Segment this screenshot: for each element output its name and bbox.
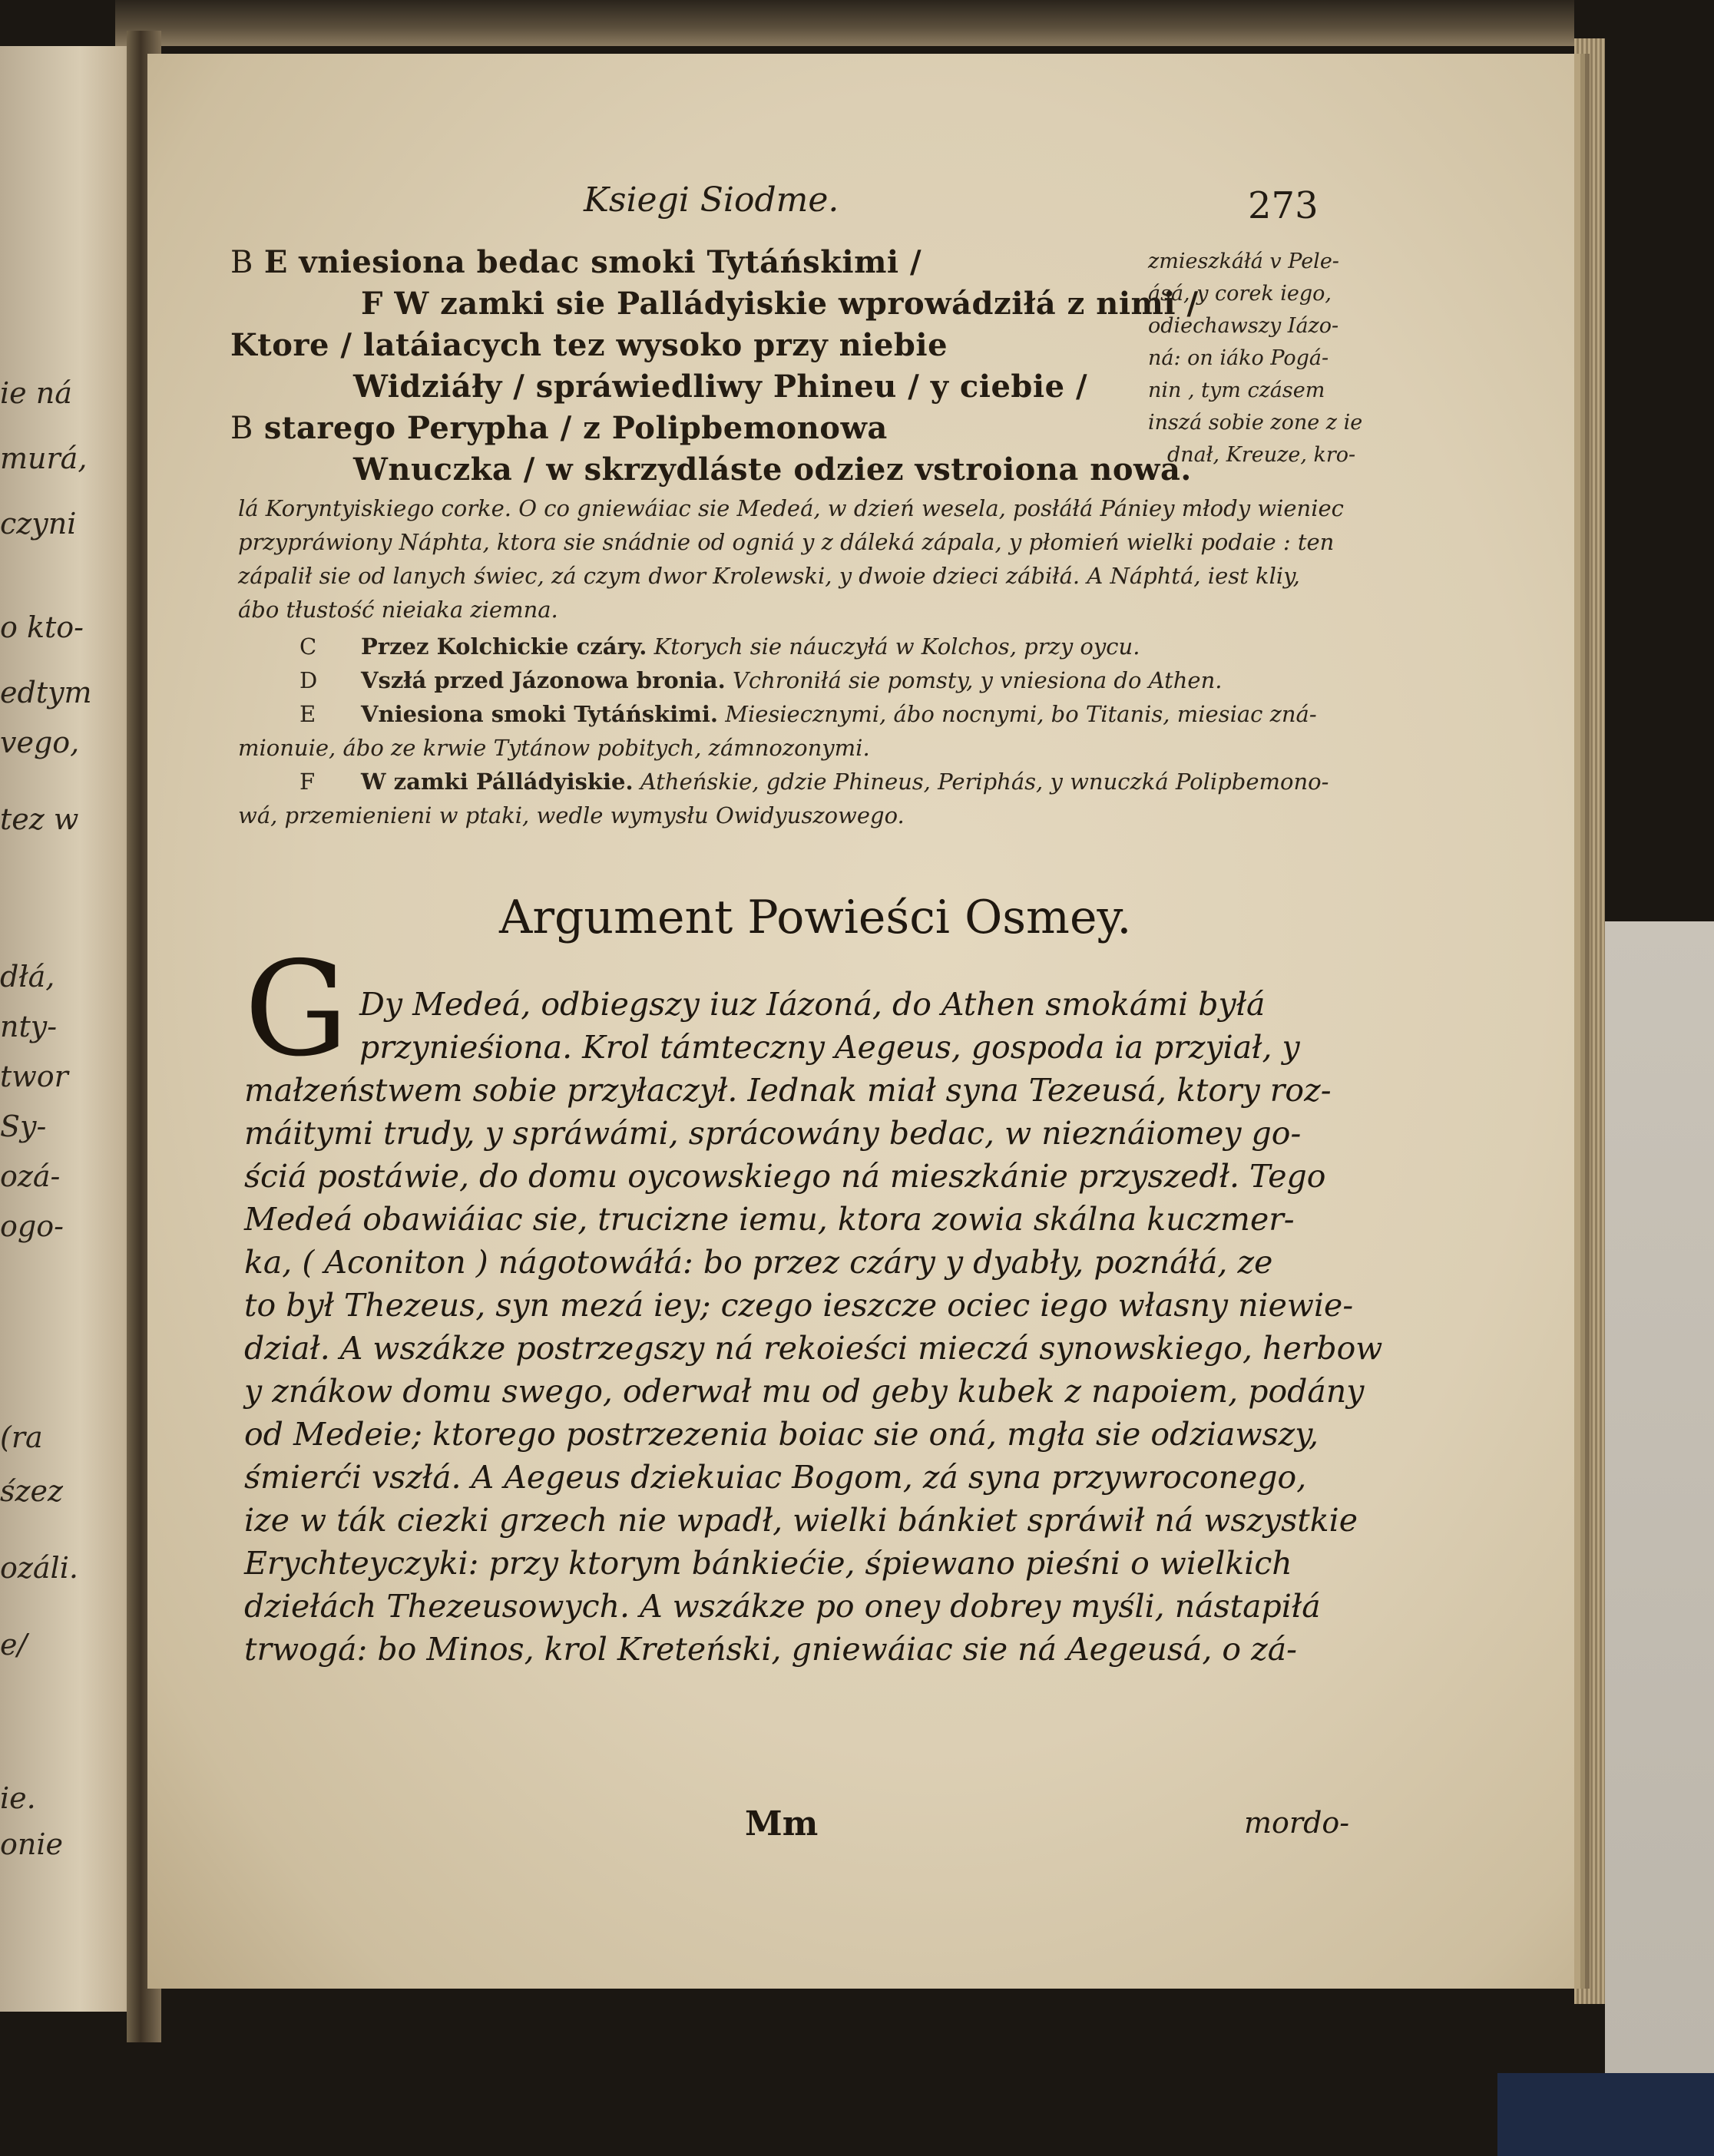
left-margin-text: dłá, [0, 960, 55, 994]
note-continuation: wá, przemienieni w ptaki, wedle wymysłu Owidyuszowego. [238, 802, 905, 828]
left-margin-text: tez w [0, 802, 79, 836]
note-text: Miesiecznymi, ábo nocnymi, bo Titanis, miesiac zná- [725, 701, 1317, 727]
book-top-edge [115, 0, 1574, 46]
verse-line [230, 244, 922, 280]
note-row [238, 697, 1382, 731]
left-margin-text: ozá- [0, 1159, 61, 1193]
left-margin-text: (ra [0, 1420, 43, 1454]
left-margin-text: e/ [0, 1628, 28, 1662]
body-line: y znákow domu swego, oderwał mu od geby kubek z napoiem, podány [244, 1373, 1365, 1410]
body-line: Medeá obawiáiac sie, trucizne iemu, ktora zowia skálna kuczmer- [244, 1201, 1295, 1238]
verse-line [353, 451, 1192, 488]
side-note-line: nin , tym czásem [1148, 379, 1325, 402]
left-margin-text: o kto- [0, 610, 84, 644]
body-line: to był Thezeus, syn mezá iey; czego ieszcze ociec iego własny niewie- [244, 1287, 1354, 1324]
body-line: ściá postáwie, do domu oycowskiego ná mieszkánie przyszedł. Tego [244, 1158, 1326, 1195]
body-line: ka, ( Aconiton ) nágotowáłá: bo przez czáry y dyabły, poznáłá, ze [244, 1244, 1273, 1281]
verse-text: F W zamki sie Palládyiskie wprowádziłá z nimi / [361, 286, 1199, 322]
verse-line [230, 327, 948, 363]
body-line: dział. A wszákze postrzegszy ná rekoieści mieczá synowskiego, herbow [244, 1330, 1383, 1367]
signature-mark: Mm [745, 1804, 819, 1844]
argument-title: Argument Powieści Osmey. [499, 891, 1132, 944]
note-lemma: W zamki Pálládyiskie. [361, 769, 634, 795]
side-note-line: ásá, y corek iego, [1148, 282, 1332, 306]
body-line: śmierći vszłá. A Aegeus dziekuiac Bogom, zá syna przywroconego, [244, 1459, 1307, 1496]
note-row [238, 663, 1382, 697]
verse-text: starego Perypha / z Polipbemonowa [263, 410, 888, 446]
body-line: máitymi trudy, y spráwámi, sprácowány bedac, w nieznáiomey go- [244, 1115, 1302, 1152]
body-line: Erychteyczyki: przy ktorym bánkiećie, śpiewano pieśni o wielkich [244, 1545, 1292, 1582]
background-corner [1497, 2073, 1714, 2156]
left-margin-text: ozáli. [0, 1551, 78, 1585]
body-line: trwogá: bo Minos, krol Kreteński, gniewáiac sie ná Aegeusá, o zá- [244, 1631, 1298, 1668]
left-margin-text: murá, [0, 441, 88, 475]
left-page-fragment [0, 46, 146, 2012]
left-margin-text: nty- [0, 1010, 58, 1043]
left-margin-text: ie ná [0, 376, 72, 410]
side-note-line: odiechawszy Iázo- [1148, 314, 1339, 338]
note-lemma: Vniesiona smoki Tytáńskimi. [361, 701, 719, 727]
body-line: Dy Medeá, odbiegszy iuz Iázoná, do Athen smokámi byłá [359, 986, 1266, 1023]
drop-cap: G [244, 934, 349, 1086]
note-text: Vchroniłá sie pomsty, y vniesiona do Athen. [732, 667, 1223, 693]
left-margin-text: onie [0, 1827, 63, 1861]
side-note [1148, 246, 1378, 471]
body-line: małzeństwem sobie przyłaczył. Iednak miał syna Tezeusá, ktory roz- [244, 1072, 1332, 1109]
note-row [238, 765, 1382, 799]
verse-text: Ktore / latáiacych tez wysoko przy niebie [230, 327, 948, 363]
verse-line [353, 369, 1087, 405]
note-mark: D [299, 667, 318, 693]
left-margin-text: Sy- [0, 1109, 47, 1143]
body-line: ize w ták ciezki grzech nie wpadł, wielki bánkiet spráwił ná wszystkie [244, 1502, 1358, 1539]
verse-text: Widziáły / spráwiedliwy Phineu / y ciebie / [353, 369, 1088, 405]
lettered-notes [238, 630, 1382, 832]
body-line: dziełách Thezeusowych. A wszákze po oney dobrey myśli, nástapiłá [244, 1588, 1321, 1625]
page-stack-edge [1574, 38, 1605, 2004]
commentary-line: przypráwiony Náphta, ktora sie snádnie od ogniá y z dáleká zápala, y płomień wielki podaie : ten [238, 529, 1335, 555]
commentary-line: ábo tłustość nieiaka ziemna. [238, 597, 558, 623]
side-note-line: dnał, Kreuze, kro- [1167, 443, 1356, 467]
commentary-block [238, 491, 1382, 627]
note-text: Atheńskie, gdzie Phineus, Periphás, y wnuczká Polipbemono- [640, 769, 1329, 795]
left-margin-text: edtym [0, 676, 92, 709]
catchword: mordo- [1244, 1806, 1350, 1840]
left-margin-text: ogo- [0, 1209, 64, 1243]
page-number: 273 [1248, 184, 1319, 227]
verse-text: Wnuczka / w skrzydláste odziez vstroiona nowa. [353, 451, 1192, 488]
note-row [238, 630, 1382, 663]
body-line: od Medeie; ktorego postrzezenia boiac sie oná, mgła sie odziawszy, [244, 1416, 1319, 1453]
verse-line [230, 410, 888, 446]
note-mark: C [299, 633, 317, 660]
side-note-line: ná: on iáko Pogá- [1148, 346, 1329, 370]
left-margin-text: vego, [0, 726, 80, 759]
note-continuation: mionuie, ábo ze krwie Tytánow pobitych, zámnozonymi. [238, 735, 870, 761]
note-lemma: Vszłá przed Jázonowa bronia. [361, 667, 726, 693]
note-mark: F [299, 769, 316, 795]
side-note-line: zmieszkáłá v Pele- [1148, 250, 1339, 273]
commentary-line: zápalił sie od lanych świec, zá czym dwor Krolewski, y dwoie dzieci zábiłá. A Náphtá, iest kliy, [238, 563, 1300, 589]
left-margin-text: ie. [0, 1781, 36, 1815]
verse-text: E vniesiona bedac smoki Tytáńskimi / [263, 244, 922, 280]
verse-line [361, 286, 1199, 322]
left-margin-text: śzez [0, 1474, 64, 1508]
background-cloth [1605, 921, 1714, 2073]
verse-marker: B [230, 411, 253, 446]
side-note-line: inszá sobie zone z ie [1148, 411, 1363, 435]
left-margin-text: twor [0, 1060, 68, 1093]
argument-body [244, 983, 1381, 1671]
running-head: Ksiegi Siodme. [584, 180, 839, 220]
verse-marker: B [230, 245, 253, 280]
note-mark: E [299, 701, 316, 727]
note-lemma: Przez Kolchickie czáry. [361, 633, 647, 660]
left-margin-text: czyni [0, 507, 77, 541]
commentary-line: lá Koryntyiskiego corke. O co gniewáiac sie Medeá, w dzień wesela, posłáłá Pániey młody wieniec [238, 495, 1344, 521]
note-text: Ktorych sie náuczyłá w Kolchos, przy oycu. [654, 633, 1140, 660]
body-line: przynieśiona. Krol támteczny Aegeus, gospoda ia przyiał, y [359, 1029, 1300, 1066]
